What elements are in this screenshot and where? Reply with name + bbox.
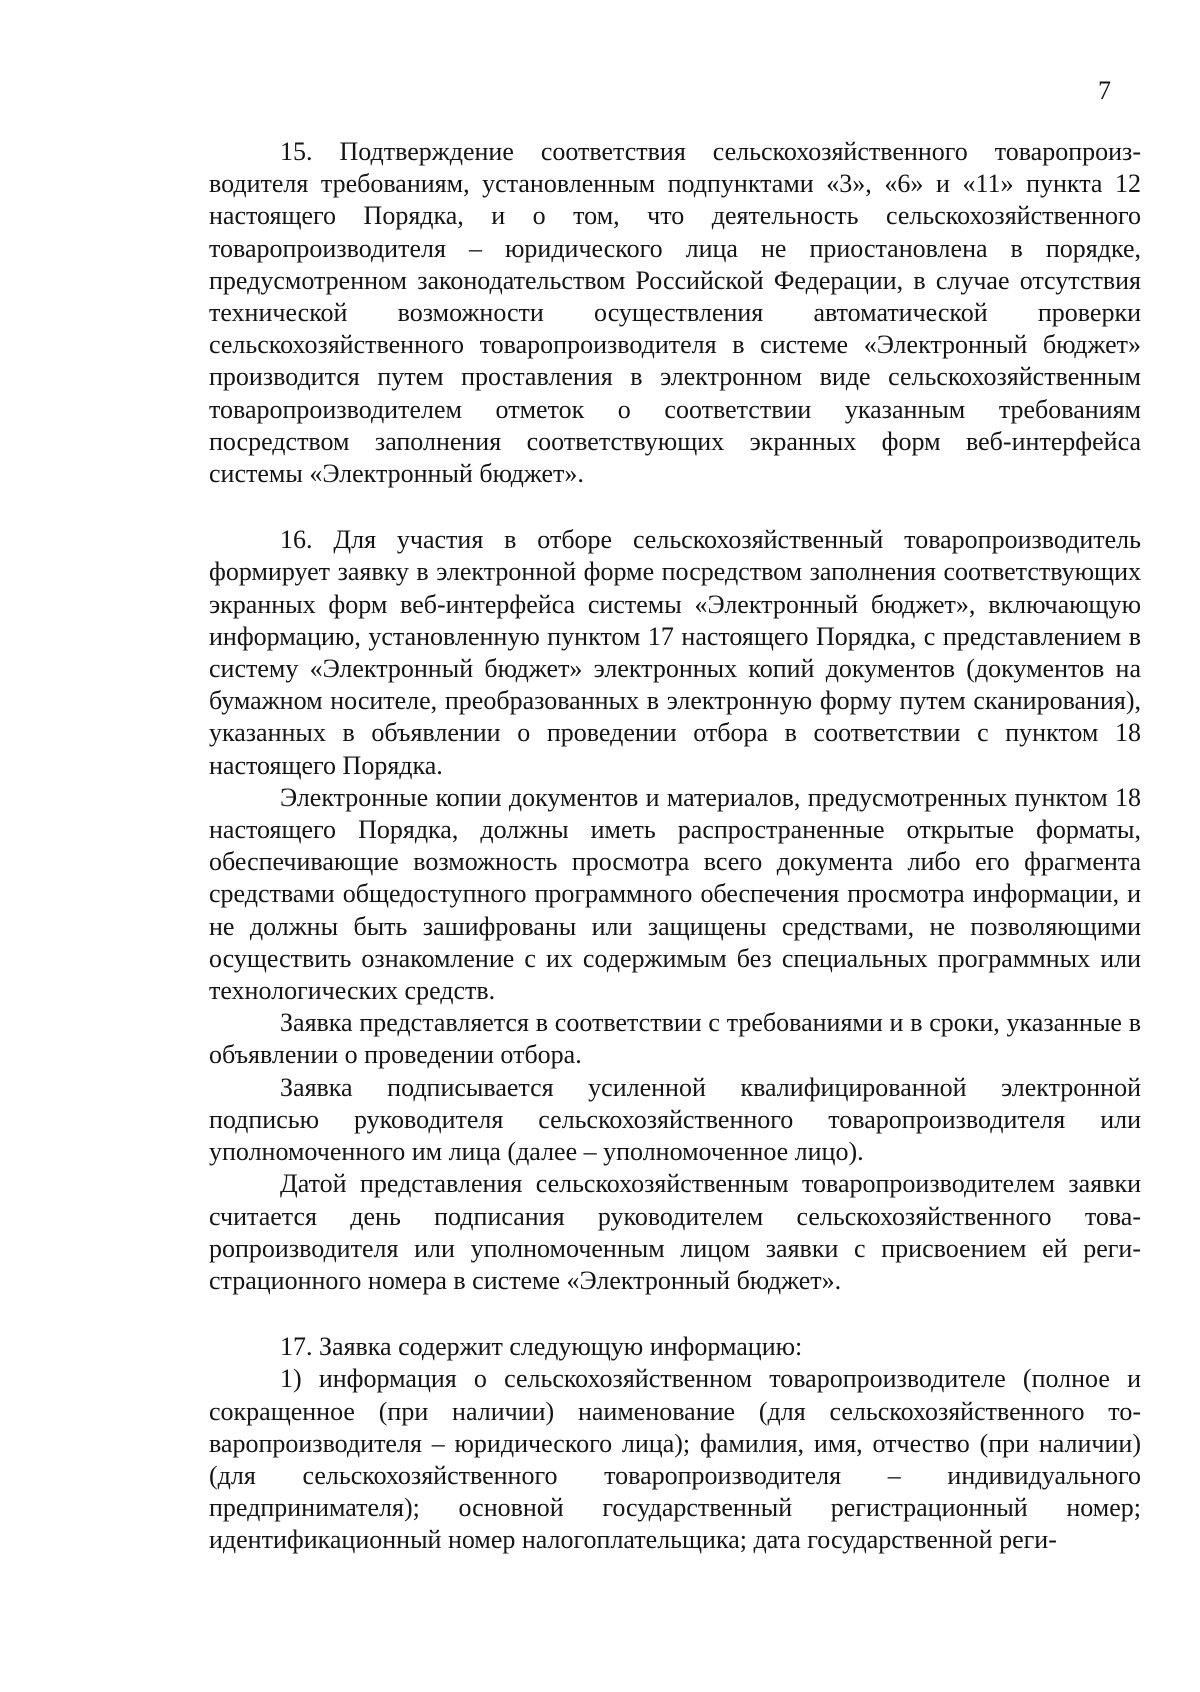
section-gap <box>209 1297 1141 1331</box>
section-16 <box>209 524 1141 1297</box>
paragraph-electronic-copies: Электронные копии документов и материалов, предусмотренных пунктом 18 настоящего Порядка, должны иметь распространенные открытые форматы, обеспечивающие возможность просмотра всего документа либо его фрагмента средствами общедоступного программного обеспечения просмотра информации, и не должны быть зашифрованы или защищены средствами, не позволяющими осуществить ознакомление с их содержимым без специальных программных или технологических средств. <box>209 782 1141 1006</box>
section-17 <box>209 1331 1141 1556</box>
section-gap <box>209 490 1141 524</box>
paragraph-16: 16. Для участия в отборе сельскохозяйственный товаропроизводитель формирует заявку в электронной форме посредством заполнения соответствующих экранных форм веб-интерфейса системы «Электронный бюджет», включающую информацию, установленную пунктом 17 настоящего Порядка, с представлением в систему «Электронный бюджет» электронных копий документов (документов на бумажном носителе, преобразованных в электронную форму путем сканирования), указанных в объявлении о проведении отбора в соответствии с пунктом 18 настоящего Порядка. <box>209 525 1141 780</box>
document-body <box>209 136 1141 1557</box>
page-number: 7 <box>1098 76 1111 105</box>
section-15 <box>209 136 1141 490</box>
paragraph-submission-terms: Заявка представляется в соответствии с требованиями и в сроки, указанные в объявлении о проведении отбора. <box>209 1008 1141 1070</box>
paragraph-submission-date: Датой представления сельскохозяйственным товаропроизводителем заявки считается день подписания руководителем сельскохозяйственного товаропроизводителя или уполномоченным лицом заявки с присвоением ей регистрационного номера в системе «Электронный бюджет». <box>209 1169 1141 1295</box>
paragraph-17: 17. Заявка содержит следующую информацию: <box>280 1332 803 1362</box>
paragraph-17-item-1: 1) информация о сельскохозяйственном товаропроизводителе (полное и сокращенное (при наличии) наименование (для сельскохозяйственного товаропроизводителя – юридического лица); фамилия, имя, отчество (при наличии) (для сельскохозяйственного товаропроизводителя – индивидуального предпринимателя); основной государственный регистрационный номер; идентификационный номер налогоплательщика; дата государственной реги- <box>209 1364 1141 1555</box>
paragraph-signature: Заявка подписывается усиленной квалифицированной электронной подписью руководителя сельскохозяйственного товаропроизводителя или уполномоченного им лица (далее – уполномоченное лицо). <box>209 1072 1141 1167</box>
paragraph-15: 15. Подтверждение соответствия сельскохозяйственного товаропроизводителя требованиям, установленным подпунктами «3», «6» и «11» пункта 12 настоящего Порядка, и о том, что деятельность сельскохозяйственного товаропроизводителя – юридического лица не приостановлена в порядке, предусмотренном законодательством Российской Федерации, в случае отсутствия технической возможности осуществления автоматической проверки сельскохозяйственного товаропроизводителя в системе «Электронный бюджет» производится путем проставления в электронном виде сельскохозяйственным товаропроизводителем отметок о соответствии указанным требованиям посредством заполнения соответствующих экранных форм веб-интерфейса системы «Электронный бюджет». <box>209 137 1141 489</box>
